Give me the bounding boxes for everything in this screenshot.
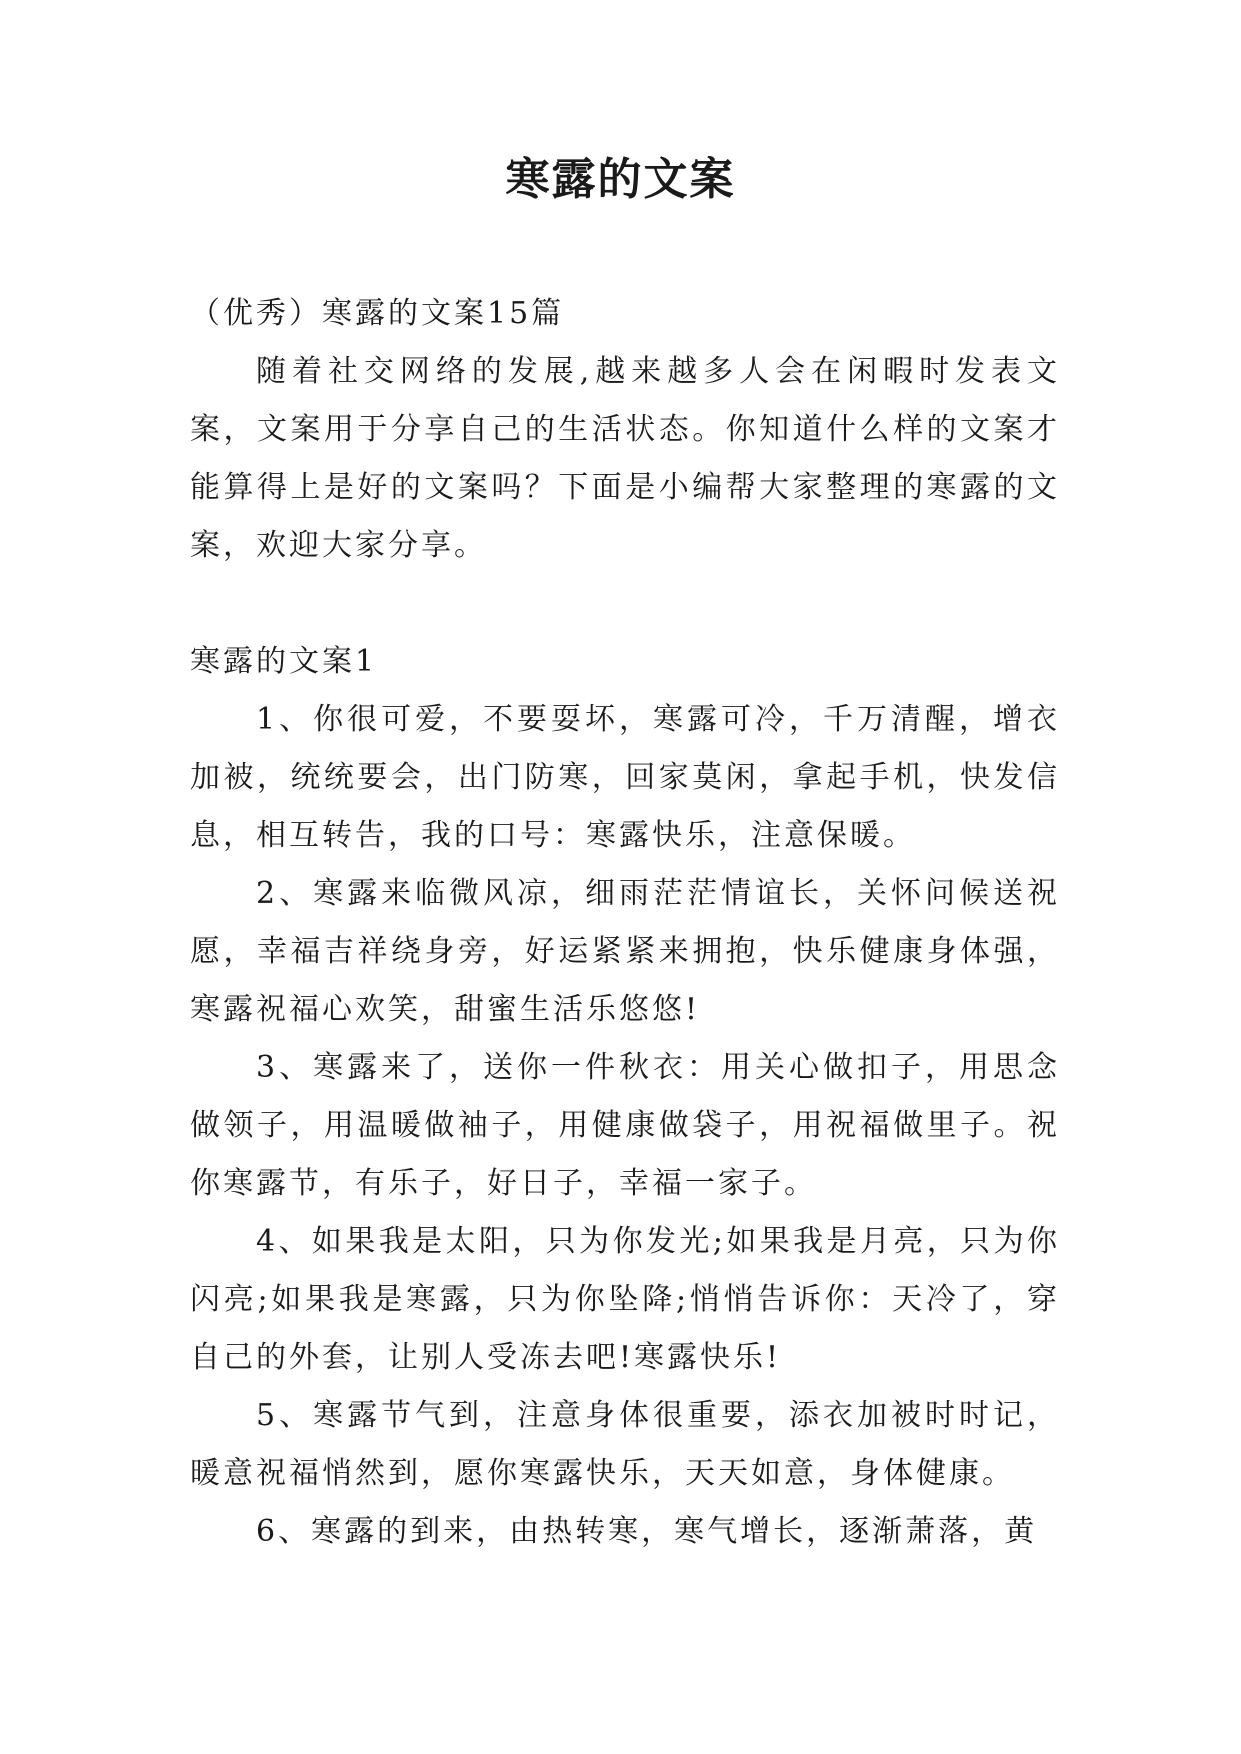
list-item: 5、寒露节气到，注意身体很重要，添衣加被时时记，暖意祝福悄然到，愿你寒露快乐，天天如意，身体健康。 — [190, 1398, 1060, 1491]
list-item: 6、寒露的到来，由热转寒，寒气增长，逐渐萧落，黄 — [256, 1514, 1038, 1549]
document-subtitle: （优秀）寒露的文案15篇 — [190, 296, 565, 331]
section-heading: 寒露的文案1 — [190, 644, 378, 679]
document-title: 寒露的文案 — [505, 154, 736, 205]
list-item: 4、如果我是太阳，只为你发光;如果我是月亮，只为你闪亮;如果我是寒露，只为你坠降;悄悄告诉你：天冷了，穿自己的外套，让别人受冻去吧!寒露快乐! — [190, 1224, 1060, 1375]
list-item: 1、你很可爱，不要耍坏，寒露可冷，千万清醒，增衣加被，统统要会，出门防寒，回家莫闲，拿起手机，快发信息，相互转告，我的口号：寒露快乐，注意保暖。 — [190, 702, 1060, 853]
list-item: 2、寒露来临微风凉，细雨茫茫情谊长，关怀问候送祝愿，幸福吉祥绕身旁，好运紧紧来拥抱，快乐健康身体强，寒露祝福心欢笑，甜蜜生活乐悠悠! — [190, 876, 1060, 1027]
intro-paragraph: 随着社交网络的发展,越来越多人会在闲暇时发表文案，文案用于分享自己的生活状态。你知道什么样的文案才能算得上是好的文案吗？下面是小编帮大家整理的寒露的文案，欢迎大家分享。 — [190, 354, 1060, 563]
list-item: 3、寒露来了，送你一件秋衣：用关心做扣子，用思念做领子，用温暖做袖子，用健康做袋子，用祝福做里子。祝你寒露节，有乐子，好日子，幸福一家子。 — [190, 1050, 1060, 1201]
document-body — [190, 285, 1060, 1561]
